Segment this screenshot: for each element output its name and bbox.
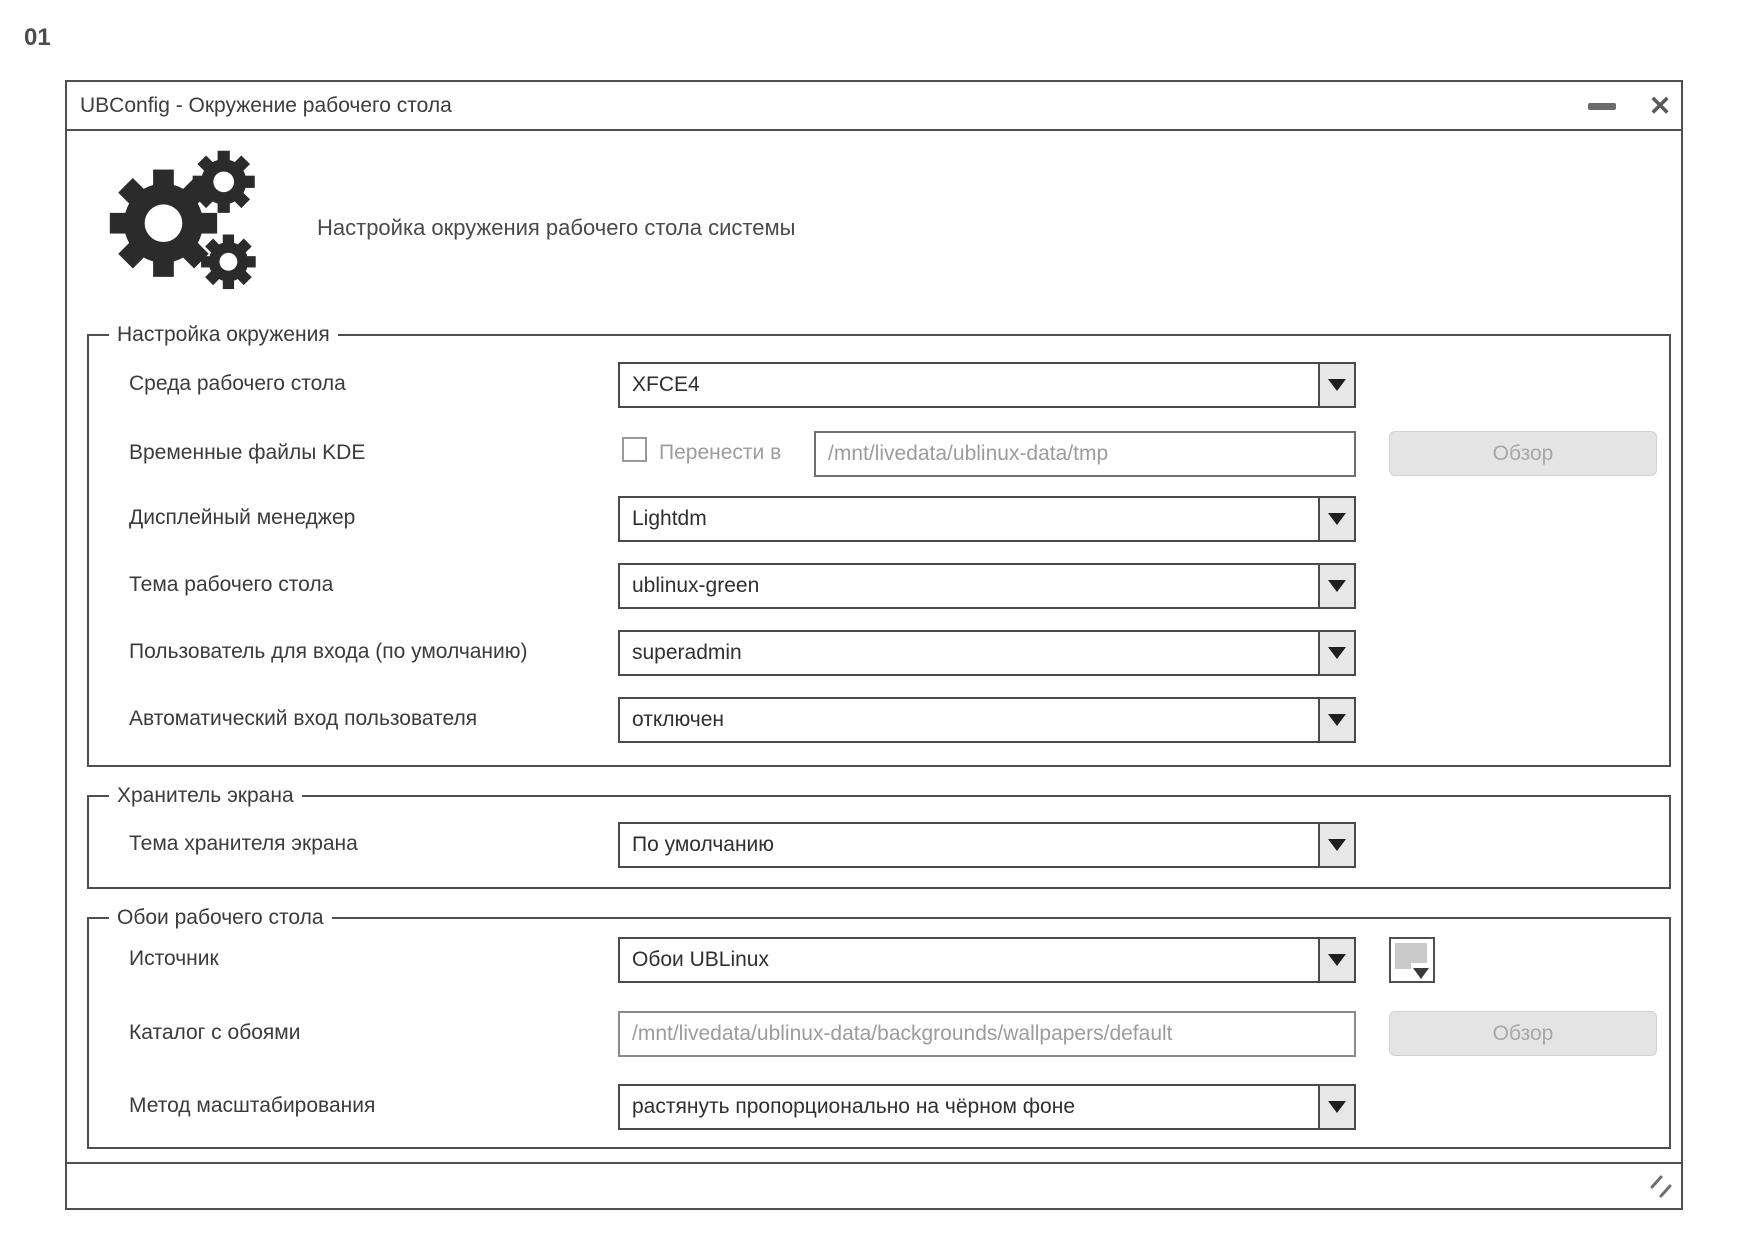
label-auto-login: Автоматический вход пользователя — [129, 707, 478, 730]
label-wallpaper-directory: Каталог с обоями — [129, 1021, 301, 1044]
scaling-method-select[interactable] — [618, 1084, 1356, 1130]
scaling-method-value: растянуть пропорционально на чёрном фоне — [632, 1095, 1076, 1118]
window-title: UBConfig - Окружение рабочего стола — [80, 94, 452, 117]
group-screensaver-legend: Хранитель экрана — [109, 783, 302, 809]
label-login-user: Пользователь для входа (по умолчанию) — [129, 640, 528, 663]
label-kde-temp-files: Временные файлы KDE — [129, 441, 366, 464]
chevron-down-icon — [1318, 632, 1354, 674]
chevron-down-icon — [1318, 565, 1354, 607]
minimize-button[interactable] — [1588, 103, 1616, 110]
chevron-down-icon — [1318, 364, 1354, 406]
chevron-down-icon — [1318, 824, 1354, 866]
desktop-environment-select[interactable] — [618, 362, 1356, 408]
screensaver-theme-select[interactable] — [618, 822, 1356, 868]
label-desktop-environment: Среда рабочего стола — [129, 372, 346, 395]
gears-icon — [107, 146, 267, 291]
chevron-down-icon — [1318, 939, 1354, 981]
chevron-down-icon — [1318, 699, 1354, 741]
chevron-down-icon — [1318, 1086, 1354, 1128]
auto-login-select[interactable] — [618, 697, 1356, 743]
group-environment-legend: Настройка окружения — [109, 322, 338, 348]
wallpaper-source-value: Обои UBLinux — [632, 948, 769, 971]
display-manager-value: Lightdm — [632, 507, 707, 530]
desktop-environment-value: XFCE4 — [632, 373, 700, 396]
close-button[interactable]: ✕ — [1648, 91, 1672, 121]
resize-grip[interactable] — [1645, 1172, 1675, 1202]
move-tmp-checkbox[interactable] — [622, 437, 647, 462]
page-number-label: 01 — [24, 24, 51, 51]
group-wallpaper-legend: Обои рабочего стола — [109, 905, 332, 931]
label-display-manager: Дисплейный менеджер — [129, 506, 356, 529]
display-manager-select[interactable] — [618, 496, 1356, 542]
chevron-down-icon — [1318, 498, 1354, 540]
desktop-theme-value: ublinux-green — [632, 574, 760, 597]
auto-login-value: отключен — [632, 708, 725, 731]
status-bar — [67, 1162, 1681, 1208]
login-user-select[interactable] — [618, 630, 1356, 676]
title-bar — [67, 82, 1681, 131]
label-wallpaper-source: Источник — [129, 947, 219, 970]
desktop-theme-select[interactable] — [618, 563, 1356, 609]
label-scaling-method: Метод масштабирования — [129, 1094, 376, 1117]
wallpaper-directory-input[interactable]: /mnt/livedata/ublinux-data/backgrounds/wallpapers/default — [618, 1011, 1356, 1057]
color-swatch-button[interactable] — [1389, 937, 1435, 983]
login-user-value: superadmin — [632, 641, 742, 664]
label-desktop-theme: Тема рабочего стола — [129, 573, 334, 596]
group-wallpaper — [87, 906, 1671, 1149]
move-tmp-checkbox-label: Перенести в — [659, 441, 782, 464]
group-screensaver — [87, 784, 1671, 889]
screensaver-theme-value: По умолчанию — [632, 833, 775, 856]
app-description: Настройка окружения рабочего стола системы — [317, 215, 796, 240]
app-window — [65, 80, 1683, 1210]
browse-tmp-button[interactable]: Обзор — [1389, 431, 1657, 476]
chevron-down-icon — [1411, 963, 1431, 979]
group-environment — [87, 323, 1671, 767]
kde-tmp-path-input[interactable]: /mnt/livedata/ublinux-data/tmp — [814, 431, 1356, 477]
label-screensaver-theme: Тема хранителя экрана — [129, 832, 358, 855]
wallpaper-source-select[interactable] — [618, 937, 1356, 983]
browse-wallpaper-button[interactable]: Обзор — [1389, 1011, 1657, 1056]
